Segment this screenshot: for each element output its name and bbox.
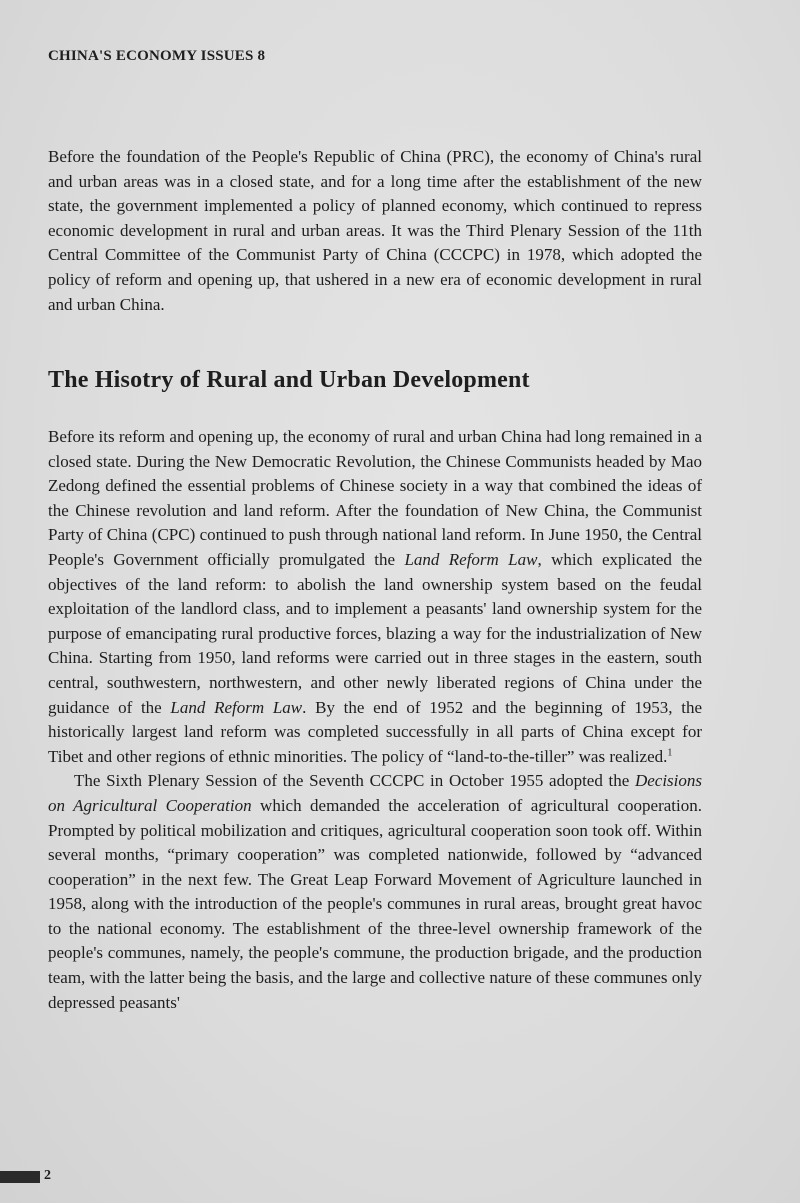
p1-italic-title-1: Land Reform Law	[404, 549, 538, 569]
page-number: 2	[44, 1168, 51, 1183]
p1-italic-title-2: Land Reform Law	[170, 697, 303, 717]
p2-text-b: which demanded the acceleration of agricultural cooperation. Prompted by political mobilization and critiques, agricultural cooperation soon took off. Within several months, “primary cooperation” was completed nationwide, followed by “advanced cooperation” in the next few. The Great Leap Forward Movement of Agriculture launched in 1958, along with the introduction of the people's communes in rural areas, brought great havoc to the national economy. The establishment of the three-level ownership framework of the people's communes, namely, the people's commune, the production brigade, and the production team, with the latter being the basis, and the large and collective nature of these communes only depressed peasants'	[48, 795, 702, 1012]
intro-text: Before the foundation of the People's Republic of China (PRC), the economy of China's rural and urban areas was in a closed state, and for a long time after the establishment of the new state, the government implemented a policy of planned economy, which continued to repress economic development in rural and urban areas. It was the Third Plenary Session of the 11th Central Committee of the Communist Party of China (CCCPC) in 1978, which adopted the policy of reform and opening up, that ushered in a new era of economic development in rural and urban China.	[48, 147, 702, 314]
p1-text-b: , which explicated the objectives of the land reform: to abolish the land ownership system based on the feudal exploitation of the landlord class, and to implement a peasants' land ownership system for the purpose of emancipating rural productive forces, blazing a way for the industrialization of New China. Starting from 1950, land reforms were carried out in three stages in the eastern, south central, southwestern, northwestern, and other newly liberated regions of China under the guidance of the	[48, 549, 702, 717]
footer-bar	[0, 1171, 40, 1183]
paragraph-2	[48, 769, 702, 1015]
p2-italic-title: Decisions on Agricultural Cooperation	[48, 771, 702, 815]
running-head: CHINA'S ECONOMY ISSUES 8	[48, 48, 266, 64]
p1-text-c: . By the end of 1952 and the beginning of 1953, the historically largest land reform was completed successfully in all parts of China except for Tibet and other regions of ethnic minorities. The policy of “land-to-the-tiller” was realized.	[48, 697, 702, 766]
p2-text-a: The Sixth Plenary Session of the Seventh CCCPC in October 1955 adopted the	[74, 771, 635, 791]
section-heading: The Hisotry of Rural and Urban Development	[48, 367, 530, 393]
paragraph-1	[48, 425, 702, 769]
p1-text-a: Before its reform and opening up, the economy of rural and urban China had long remained in a closed state. During the New Democratic Revolution, the Chinese Communists headed by Mao Zedong defined the essential problems of Chinese society in a way that combined the ideas of the Chinese revolution and land reform. After the foundation of New China, the Communist Party of China (CPC) continued to push through national land reform. In June 1950, the Central People's Government officially promulgated the	[48, 427, 702, 569]
section-body	[48, 425, 702, 1015]
footnote-ref: 1	[667, 747, 673, 759]
intro-paragraph	[48, 145, 702, 317]
